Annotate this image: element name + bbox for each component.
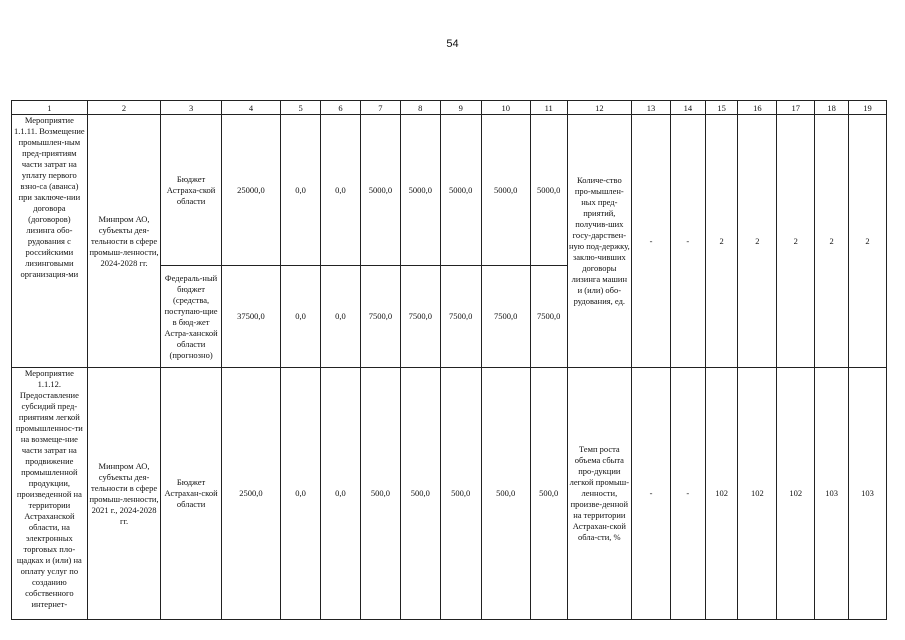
header-cell: 10: [481, 101, 530, 115]
amount-cell: 0,0: [281, 115, 321, 266]
header-cell: 15: [705, 101, 738, 115]
executor-cell: Минпром АО, субъекты дея-тельности в сфере промыш-ленности, 2024-2028 гг.: [87, 115, 161, 368]
header-cell: 3: [161, 101, 221, 115]
indicator-cell: Темп роста объема сбыта про-дукции легкой промыш-ленности, произве-денной на территории Астрахан-ской обла-сти, %: [567, 368, 631, 620]
indicator-value-cell: 2: [738, 115, 777, 368]
header-row: [12, 101, 887, 115]
amount-cell: 7500,0: [530, 266, 567, 368]
header-cell: 8: [400, 101, 440, 115]
header-cell: 12: [567, 101, 631, 115]
amount-cell: 2500,0: [221, 368, 280, 620]
amount-cell: 500,0: [360, 368, 400, 620]
indicator-cell: Количе-ство про-мышлен-ных пред-приятий, получив-ших госу-дарствен-ную под-держку, заклю-чивших договоры лизинга машин и (или) обо-рудования, ед.: [567, 115, 631, 368]
header-cell: 2: [87, 101, 161, 115]
amount-cell: 25000,0: [221, 115, 280, 266]
header-cell: 9: [440, 101, 481, 115]
header-cell: 5: [281, 101, 321, 115]
amount-cell: 0,0: [321, 115, 361, 266]
event-name-cell: Мероприятие 1.1.11. Возмещение промышлен-ным пред-приятиям части затрат на уплату первого взно-са (аванса) при заключе-нии договора (договоров) лизинга обо-рудования с российскими лизинговыми организация-ми: [12, 115, 88, 368]
event-name-cell: Мероприятие 1.1.12. Предоставление субсидий пред-приятиям легкой промышленнос-ти на возмеще-ние части затрат на продвижение промышленной продукции, произведенной на территории Астраханской области, на электронных торговых пло-щадках и (или) на оплату услуг по созданию собственного интернет-: [12, 368, 88, 620]
table-row: [12, 368, 887, 620]
amount-cell: 500,0: [530, 368, 567, 620]
amount-cell: 500,0: [400, 368, 440, 620]
amount-cell: 0,0: [321, 266, 361, 368]
amount-cell: 7500,0: [360, 266, 400, 368]
amount-cell: 0,0: [321, 368, 361, 620]
indicator-value-cell: 102: [738, 368, 777, 620]
page-number: 54: [446, 38, 459, 50]
indicator-value-cell: 103: [848, 368, 886, 620]
amount-cell: 500,0: [481, 368, 530, 620]
funding-source-cell: Бюджет Астраха-ской области: [161, 115, 221, 266]
amount-cell: 5000,0: [481, 115, 530, 266]
indicator-value-cell: 102: [705, 368, 738, 620]
indicator-value-cell: -: [670, 115, 705, 368]
header-cell: 13: [632, 101, 671, 115]
header-cell: 17: [777, 101, 815, 115]
amount-cell: 7500,0: [400, 266, 440, 368]
amount-cell: 5000,0: [400, 115, 440, 266]
header-cell: 6: [321, 101, 361, 115]
indicator-value-cell: 103: [815, 368, 849, 620]
amount-cell: 0,0: [281, 266, 321, 368]
amount-cell: 500,0: [440, 368, 481, 620]
indicator-value-cell: -: [632, 115, 671, 368]
indicator-value-cell: 2: [848, 115, 886, 368]
program-events-table: [11, 100, 887, 620]
header-cell: 19: [848, 101, 886, 115]
header-cell: 11: [530, 101, 567, 115]
amount-cell: 7500,0: [481, 266, 530, 368]
funding-source-cell: Федераль-ный бюджет (средства, поступаю-щие в бюд-жет Астра-ханской области (прогнозно): [161, 266, 221, 368]
header-cell: 16: [738, 101, 777, 115]
funding-source-cell: Бюджет Астрахан-ской области: [161, 368, 221, 620]
indicator-value-cell: 2: [705, 115, 738, 368]
amount-cell: 7500,0: [440, 266, 481, 368]
header-cell: 14: [670, 101, 705, 115]
header-cell: 4: [221, 101, 280, 115]
amount-cell: 37500,0: [221, 266, 280, 368]
indicator-value-cell: 2: [815, 115, 849, 368]
indicator-value-cell: 2: [777, 115, 815, 368]
amount-cell: 0,0: [281, 368, 321, 620]
amount-cell: 5000,0: [440, 115, 481, 266]
indicator-value-cell: 102: [777, 368, 815, 620]
executor-cell: Минпром АО, субъекты дея-тельности в сфере промыш-ленности, 2021 г., 2024-2028 гг.: [87, 368, 161, 620]
header-cell: 18: [815, 101, 849, 115]
amount-cell: 5000,0: [360, 115, 400, 266]
header-cell: 1: [12, 101, 88, 115]
indicator-value-cell: -: [670, 368, 705, 620]
indicator-value-cell: -: [632, 368, 671, 620]
table-row: [12, 115, 887, 266]
header-cell: 7: [360, 101, 400, 115]
amount-cell: 5000,0: [530, 115, 567, 266]
